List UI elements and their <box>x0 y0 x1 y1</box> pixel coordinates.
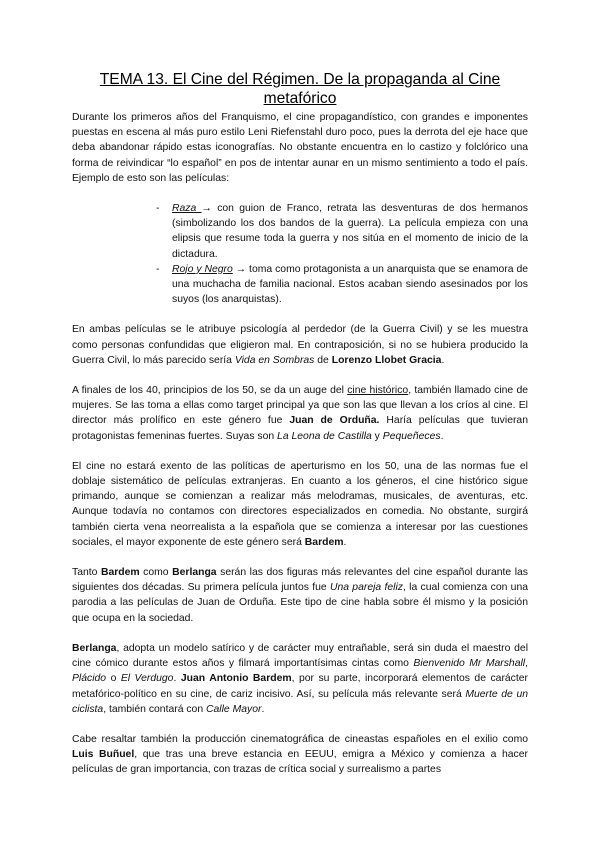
text: . <box>173 673 181 685</box>
text: y <box>371 430 383 442</box>
film-title: Plácido <box>72 673 107 685</box>
text: En ambas películas se le atribuye psicología al perdedor (de la Guerra Civil) y se les muestra como personas confundidas que eligieron mal. En contraposición, si no se hubiera producido la Guerra Civil, lo más parecido sería <box>72 324 528 366</box>
text: , la cual comienza con una parodia a las películas de Juan de Orduña. Este tipo de cine habla sobre él mismo y la posición que ocupa en la sociedad. <box>72 582 529 624</box>
text: , también contará con <box>103 703 206 715</box>
text: , adopta un modelo satírico y de carácter muy entrañable, será sin duda el maestro del cine cómico durante estos años y filmará importantísimas cintas como <box>72 642 528 670</box>
text: Haría películas que tuvieran protagonistas femeninas fuertes. Suyas son <box>72 415 528 442</box>
film-description: con guion de Franco, retrata las desventuras de dos hermanos (simbolizando los dos bandos de la guerra). La película empieza con una elipsis que resume toda la guerra y nos sitúa en el momento de inicio de la dictadura. <box>172 203 528 260</box>
director-name: Berlanga <box>172 567 217 579</box>
film-description: toma como protagonista a un anarquista que se enamora de una muchacha de familia nacional. Estos acaban siendo asesinados por los suyos (los anarquistas). <box>172 263 529 306</box>
text: , <box>525 658 528 670</box>
document-page <box>72 70 528 793</box>
film-title: El Verdugo <box>120 673 174 685</box>
page-title: TEMA 13. El Cine del Régimen. De la propaganda al Cine metafórico <box>99 71 501 107</box>
list-item <box>160 262 528 308</box>
paragraph-exile <box>72 732 528 778</box>
text: , también llamado cine de mujeres. Se las toma a ellas como target principal ya que son las que llevan a los críos al cine. El director más prolífico en este género fue <box>72 385 528 427</box>
list-item <box>160 201 528 262</box>
text: serán las dos figuras más relevantes del cine español durante las siguientes dos décadas. Su primera película juntos fue <box>72 567 529 594</box>
director-name: Lorenzo Llobet Gracia <box>331 354 442 366</box>
film-list <box>72 201 528 307</box>
film-title-raza: Raza <box>172 203 202 215</box>
text: , por su parte, incorporará elementos de carácter metafórico-político en su cine, de cariz incisivo. Así, su película más relevante será <box>72 673 529 700</box>
film-title: Bienvenido Mr Marshall <box>413 658 526 670</box>
director-name: Berlanga <box>72 642 117 654</box>
text: El cine no estará exento de las políticas de aperturismo en los 50, una de las normas fue el doblaje sistemático de películas extranjeras. En cuanto a los géneros, el cine histórico sigue primando, aunque se comienzan a realizar más melodramas, musicales, de aventuras, etc. Aunque todavía no contamos con directores especializados en comedia. No obstante, surgirá también cierta vena neorrealista a la española que se comienza a interesar por las cuestiones sociales, el mayor exponente de este género será <box>72 460 528 548</box>
paragraph-intro: Durante los primeros años del Franquismo, el cine propagandístico, con grandes e imponentes puestas en escena al más puro estilo Leni Riefenstahl duro poco, pues la derrota del eje hace que deba abandonar rápido estas iconografías. No obstante encuentra en lo castizo y folclórico una forma de reivindicar “lo español” en pos de intentar aunar en un mismo sentimiento a todo el país. Ejemplo de esto son las películas: <box>72 112 528 184</box>
text: . <box>343 536 347 548</box>
arrow: → <box>201 203 212 215</box>
director-name: Luis Buñuel <box>72 749 135 761</box>
director-name: Juan de Orduña. <box>289 415 380 427</box>
director-name: Bardem <box>304 536 344 548</box>
text: o <box>106 673 121 685</box>
director-name: Bardem <box>100 567 140 579</box>
film-title: Calle Mayor <box>206 703 262 715</box>
text: . <box>440 430 444 442</box>
text: como <box>139 567 173 579</box>
text: de <box>314 354 332 366</box>
paragraph-aperturismo <box>72 459 528 550</box>
text: . <box>441 354 445 366</box>
paragraph-losers <box>72 322 528 368</box>
genre-term: cine histórico <box>347 385 409 397</box>
paragraph-bardem-berlanga <box>72 565 528 626</box>
text: A finales de los 40, principios de los 50, se da un auge del <box>72 385 348 397</box>
film-title: La Leona de Castilla <box>277 430 372 442</box>
film-title: Una pareja feliz <box>329 582 403 594</box>
paragraph-historical-cinema <box>72 383 528 444</box>
director-name: Juan Antonio Bardem <box>180 673 292 685</box>
text: Cabe resaltar también la producción cinematográfica de cineastas españoles en el exilio como <box>72 733 528 745</box>
arrow: → <box>235 263 247 275</box>
film-title: Vida en Sombras <box>234 354 315 366</box>
film-title-rojo-y-negro: Rojo y Negro <box>172 263 233 275</box>
paragraph-berlanga <box>72 641 528 717</box>
film-title: Muerte de un ciclista <box>72 688 528 715</box>
text: Tanto <box>72 567 101 579</box>
text: , que tras una breve estancia en EEUU, emigra a México y comienza a hacer películas de gran importancia, con trazas de crítica social y surrealismo a partes <box>72 749 528 776</box>
film-title: Pequeñeces <box>382 430 441 442</box>
text: . <box>261 703 265 715</box>
